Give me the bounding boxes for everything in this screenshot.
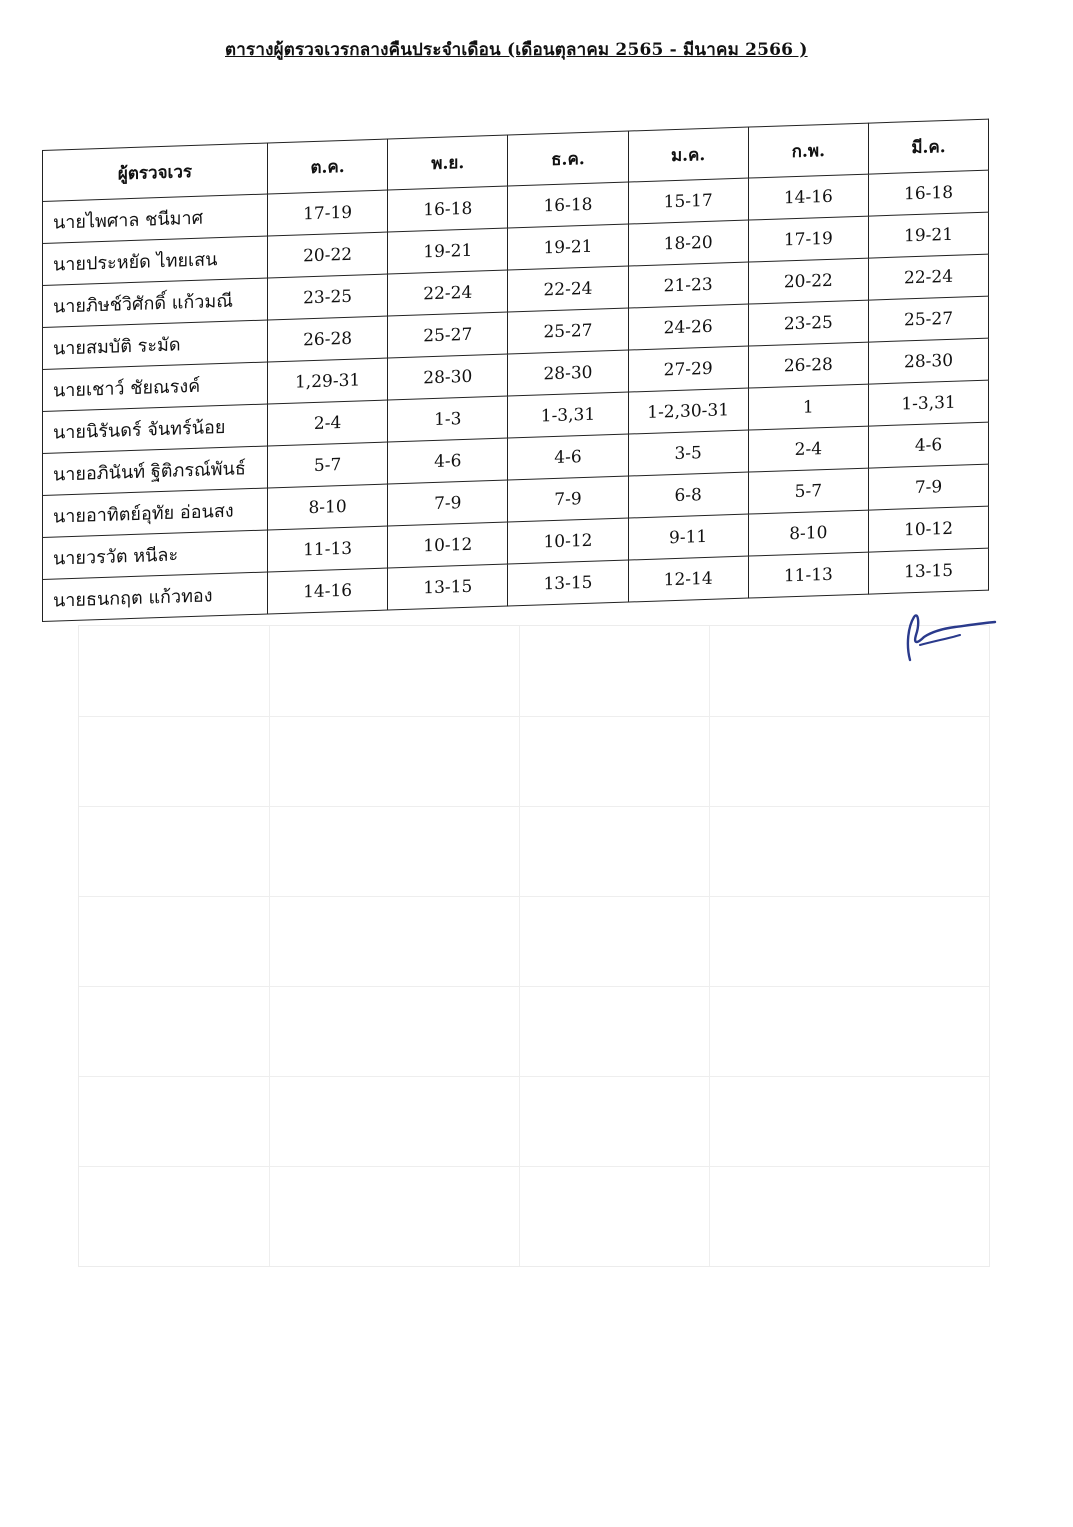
ghost-divider xyxy=(79,896,989,897)
duty-dates-cell: 18-20 xyxy=(628,220,748,266)
duty-dates-cell: 17-19 xyxy=(748,216,868,262)
duty-dates-cell: 23-25 xyxy=(748,300,868,346)
header-month-feb: ก.พ. xyxy=(748,123,868,178)
duty-dates-cell: 26-28 xyxy=(748,342,868,388)
duty-dates-cell: 22-24 xyxy=(508,266,628,312)
duty-dates-cell: 21-23 xyxy=(628,262,748,308)
ghost-divider xyxy=(269,626,270,1266)
duty-dates-cell: 4-6 xyxy=(868,422,988,468)
duty-dates-cell: 2-4 xyxy=(268,400,388,446)
ghost-divider xyxy=(79,716,989,717)
inspector-name: นายเชาว์ ชัยณรงค์ xyxy=(43,362,268,411)
inspector-name: นายวรวัต หนีละ xyxy=(43,530,268,579)
duty-dates-cell: 22-24 xyxy=(388,270,508,316)
duty-dates-cell: 13-15 xyxy=(868,548,988,594)
document-title: ตารางผู้ตรวจเวรกลางคืนประจำเดือน (เดือนตุลาคม 2565 - มีนาคม 2566 ) xyxy=(225,40,808,60)
inspector-name: นายภิษช์วิศักดิ์ แก้วมณี xyxy=(43,278,268,327)
duty-dates-cell: 5-7 xyxy=(748,468,868,514)
duty-dates-cell: 28-30 xyxy=(868,338,988,384)
duty-dates-cell: 4-6 xyxy=(388,438,508,484)
duty-dates-cell: 1-2,30-31 xyxy=(628,388,748,434)
duty-dates-cell: 6-8 xyxy=(628,472,748,518)
inspector-name: นายสมบัติ ระมัด xyxy=(43,320,268,369)
duty-dates-cell: 5-7 xyxy=(268,442,388,488)
header-month-mar: มี.ค. xyxy=(868,119,988,174)
duty-dates-cell: 1 xyxy=(748,384,868,430)
ghost-divider xyxy=(709,626,710,1266)
duty-dates-cell: 11-13 xyxy=(748,552,868,598)
duty-dates-cell: 1-3 xyxy=(388,396,508,442)
duty-dates-cell: 9-11 xyxy=(628,514,748,560)
inspector-name: นายอภินันท์ ฐิติภรณ์พันธ์ xyxy=(43,446,268,495)
ghost-divider xyxy=(79,1076,989,1077)
duty-dates-cell: 15-17 xyxy=(628,178,748,224)
duty-dates-cell: 25-27 xyxy=(508,308,628,354)
duty-dates-cell: 16-18 xyxy=(868,170,988,216)
duty-dates-cell: 28-30 xyxy=(508,350,628,396)
duty-dates-cell: 20-22 xyxy=(268,232,388,278)
duty-dates-cell: 20-22 xyxy=(748,258,868,304)
inspector-name: นายธนกฤต แก้วทอง xyxy=(43,572,268,621)
ghost-divider xyxy=(79,1166,989,1167)
duty-dates-cell: 7-9 xyxy=(388,480,508,526)
duty-dates-cell: 24-26 xyxy=(628,304,748,350)
duty-dates-cell: 10-12 xyxy=(388,522,508,568)
inspector-name: นายอาทิตย์อุทัย อ่อนสง xyxy=(43,488,268,537)
duty-dates-cell: 19-21 xyxy=(508,224,628,270)
duty-dates-cell: 14-16 xyxy=(748,174,868,220)
duty-dates-cell: 19-21 xyxy=(868,212,988,258)
duty-dates-cell: 17-19 xyxy=(268,190,388,236)
ghost-divider xyxy=(79,986,989,987)
duty-dates-cell: 7-9 xyxy=(508,476,628,522)
duty-dates-cell: 16-18 xyxy=(508,182,628,228)
duty-dates-cell: 26-28 xyxy=(268,316,388,362)
duty-dates-cell: 12-14 xyxy=(628,556,748,602)
duty-dates-cell: 1-3,31 xyxy=(868,380,988,426)
duty-dates-cell: 16-18 xyxy=(388,186,508,232)
duty-dates-cell: 4-6 xyxy=(508,434,628,480)
ghost-divider xyxy=(79,806,989,807)
header-month-nov: พ.ย. xyxy=(388,135,508,190)
duty-dates-cell: 28-30 xyxy=(388,354,508,400)
duty-dates-cell: 11-13 xyxy=(268,526,388,572)
duty-dates-cell: 10-12 xyxy=(508,518,628,564)
duty-dates-cell: 2-4 xyxy=(748,426,868,472)
inspector-name: นายประหยัด ไทยเสน xyxy=(43,236,268,285)
ghost-divider xyxy=(519,626,520,1266)
duty-dates-cell: 13-15 xyxy=(388,564,508,610)
inspector-name: นายไพศาล ชนีมาศ xyxy=(43,194,268,243)
duty-dates-cell: 14-16 xyxy=(268,568,388,614)
duty-dates-cell: 7-9 xyxy=(868,464,988,510)
header-month-oct: ต.ค. xyxy=(268,139,388,194)
bleed-through-table xyxy=(78,625,990,1267)
duty-dates-cell: 8-10 xyxy=(268,484,388,530)
duty-dates-cell: 27-29 xyxy=(628,346,748,392)
duty-dates-cell: 23-25 xyxy=(268,274,388,320)
duty-dates-cell: 19-21 xyxy=(388,228,508,274)
duty-schedule-table xyxy=(42,119,989,622)
header-month-dec: ธ.ค. xyxy=(508,131,628,186)
header-month-jan: ม.ค. xyxy=(628,127,748,182)
duty-schedule-table-wrapper xyxy=(42,119,988,636)
duty-dates-cell: 22-24 xyxy=(868,254,988,300)
duty-dates-cell: 25-27 xyxy=(868,296,988,342)
duty-dates-cell: 8-10 xyxy=(748,510,868,556)
duty-dates-cell: 1-3,31 xyxy=(508,392,628,438)
duty-dates-cell: 1,29-31 xyxy=(268,358,388,404)
duty-dates-cell: 3-5 xyxy=(628,430,748,476)
duty-dates-cell: 13-15 xyxy=(508,560,628,606)
duty-dates-cell: 25-27 xyxy=(388,312,508,358)
duty-dates-cell: 10-12 xyxy=(868,506,988,552)
table-body xyxy=(43,170,989,621)
inspector-name: นายนิรันดร์ จันทร์น้อย xyxy=(43,404,268,453)
signature xyxy=(900,605,1000,665)
header-inspector: ผู้ตรวจเวร xyxy=(43,143,268,201)
